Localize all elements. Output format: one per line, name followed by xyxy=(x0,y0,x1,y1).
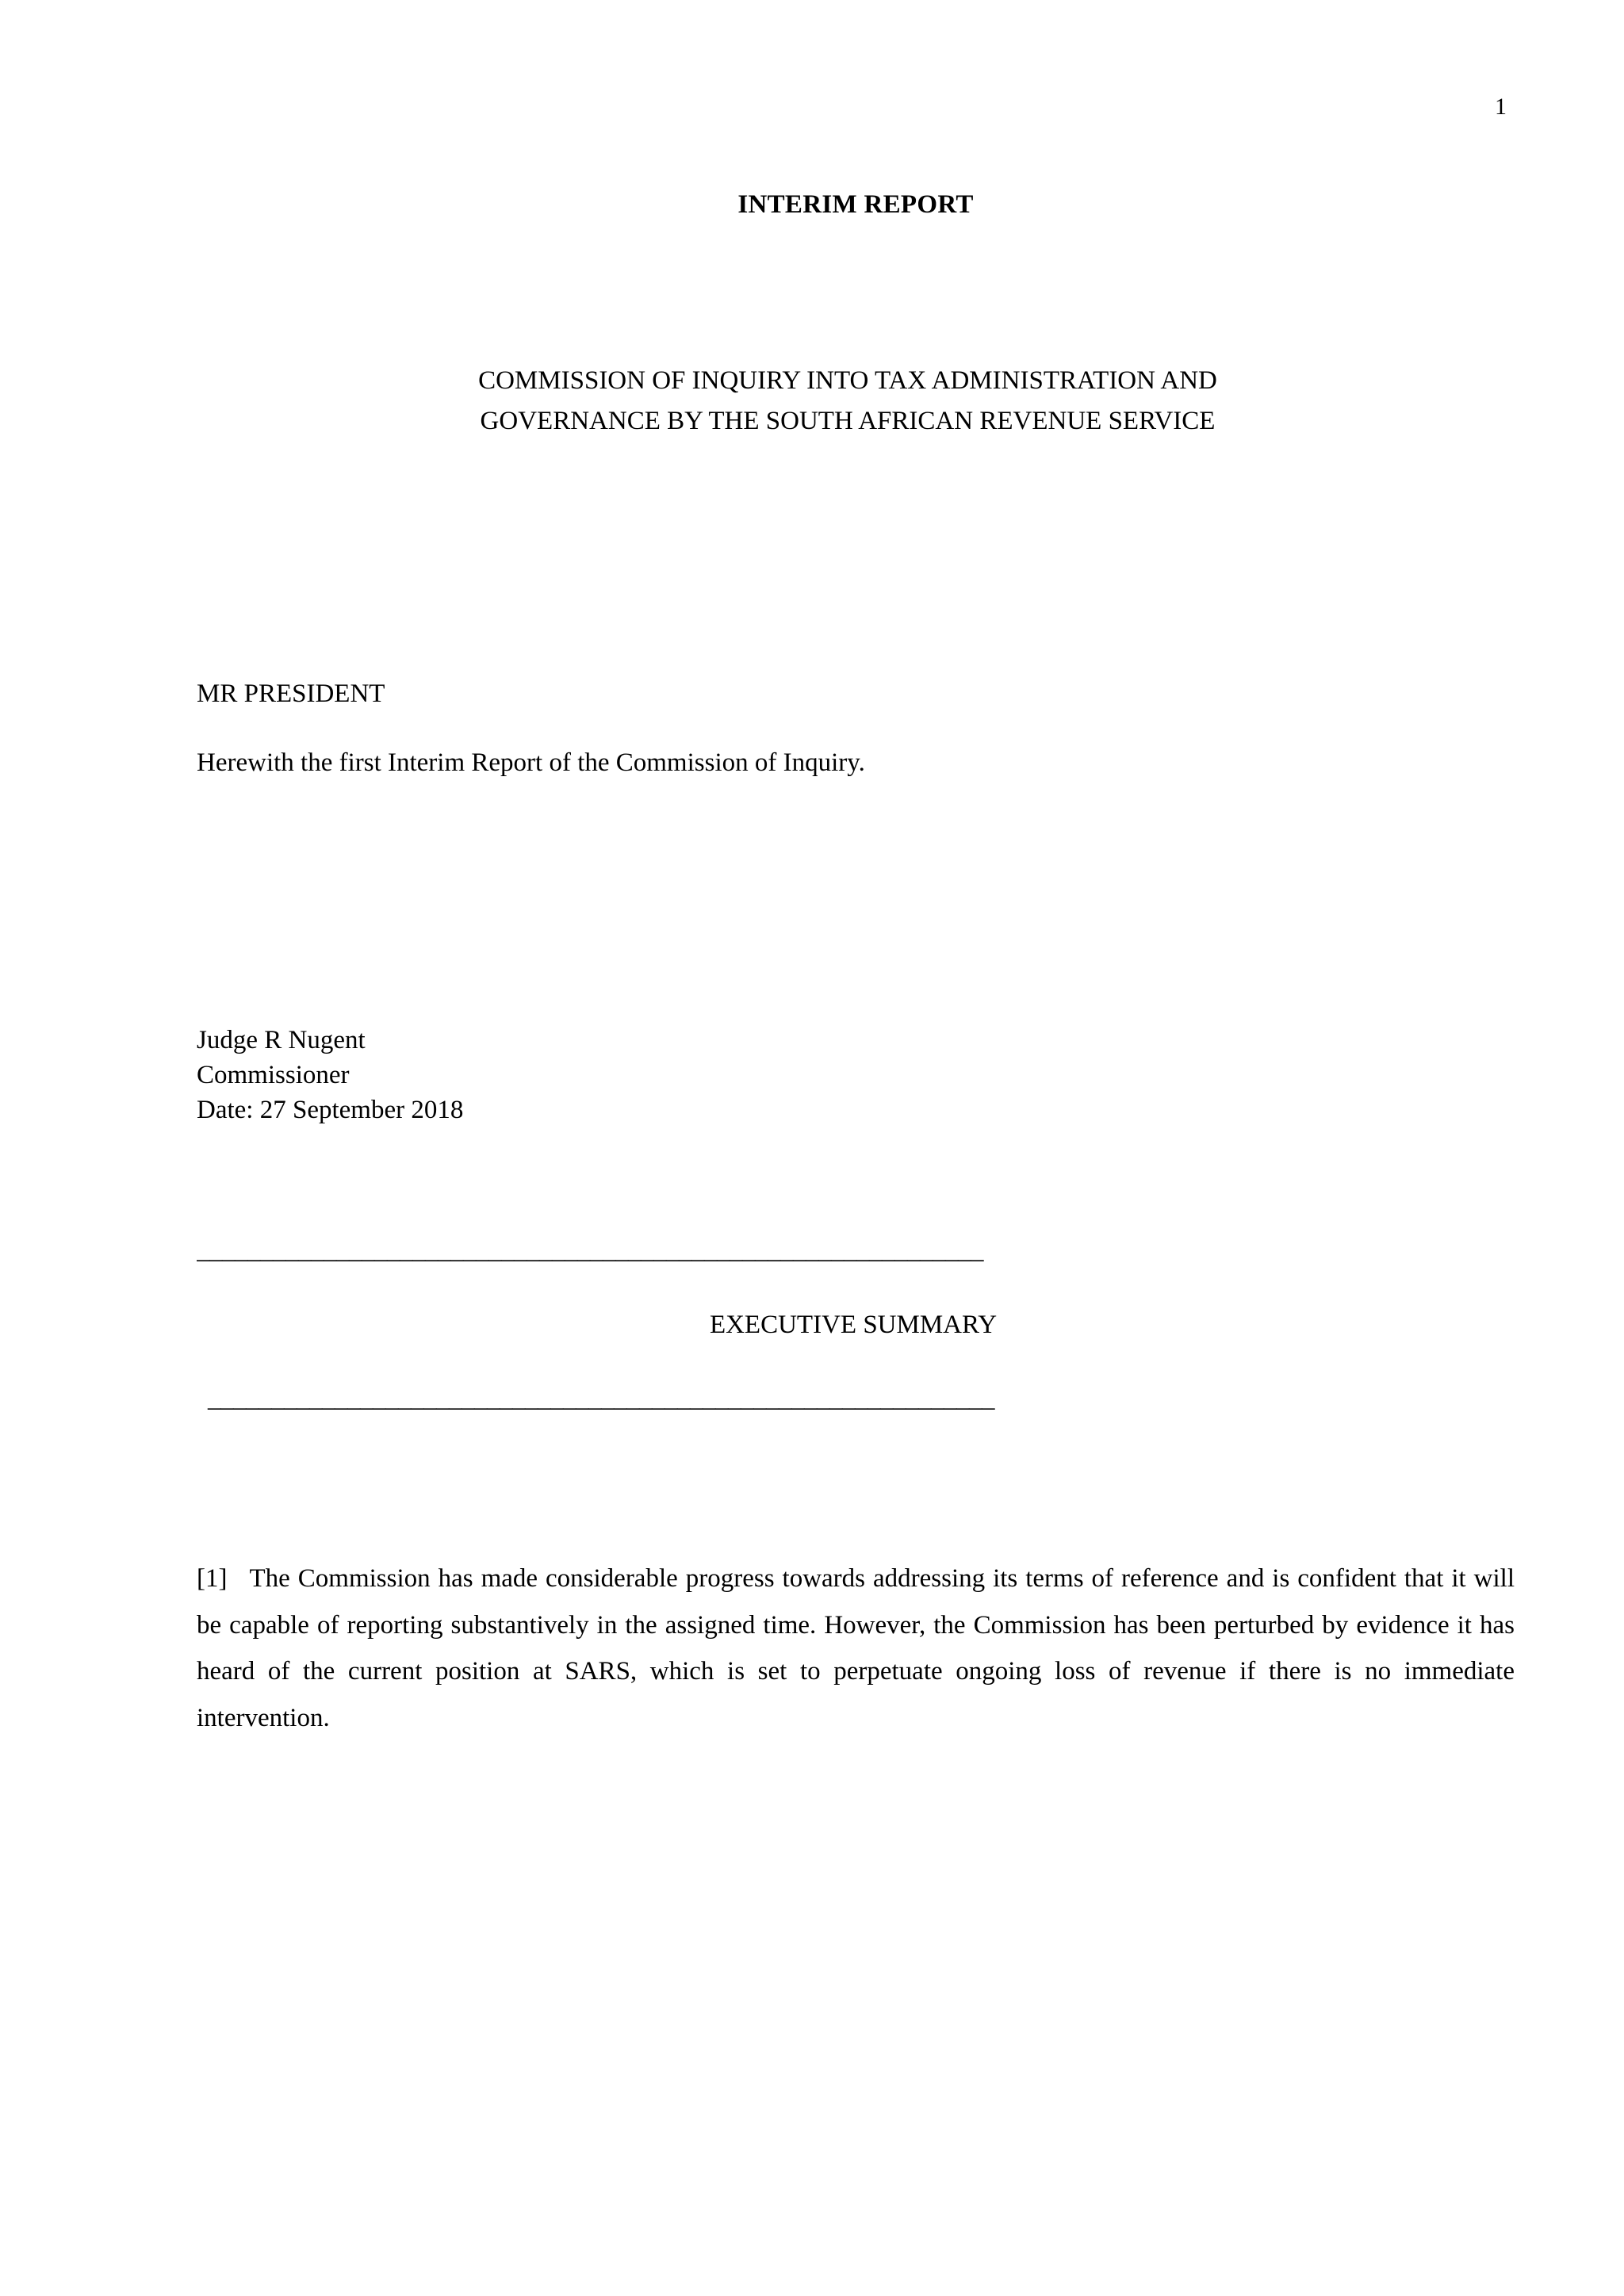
salutation: MR PRESIDENT xyxy=(197,679,385,709)
page-number: 1 xyxy=(1495,94,1507,120)
commission-title-line-1: COMMISSION OF INQUIRY INTO TAX ADMINISTRATION AND xyxy=(478,366,1217,395)
paragraph-text: The Commission has made considerable progress towards addressing its terms of reference and is confident that it will be capable of reporting substantively in the assigned time. However, the Commission has been perturbed by evidence it has heard of the current position at SARS, which is set to perpetuate ongoing loss of revenue if there is no immediate intervention. xyxy=(197,1563,1515,1733)
signature-date: Date: 27 September 2018 xyxy=(197,1096,464,1125)
intro-sentence: Herewith the first Interim Report of the Commission of Inquiry. xyxy=(197,748,865,778)
commission-title xyxy=(197,361,1515,442)
divider-top: ______________________________________________________________ xyxy=(197,1238,983,1265)
signature-block xyxy=(197,1024,1515,1128)
section-heading-executive-summary: EXECUTIVE SUMMARY xyxy=(709,1310,998,1339)
document-body xyxy=(197,190,1515,1742)
document-title: INTERIM REPORT xyxy=(737,190,974,219)
signatory-role: Commissioner xyxy=(197,1061,350,1090)
divider-bottom: ______________________________________________________________ xyxy=(208,1387,994,1413)
divider-group xyxy=(197,1239,1515,1414)
paragraph-number: [1] xyxy=(197,1563,228,1593)
signatory-name: Judge R Nugent xyxy=(197,1026,366,1055)
commission-title-line-2: GOVERNANCE BY THE SOUTH AFRICAN REVENUE SERVICE xyxy=(480,407,1216,436)
paragraph-1 xyxy=(197,1556,1515,1742)
